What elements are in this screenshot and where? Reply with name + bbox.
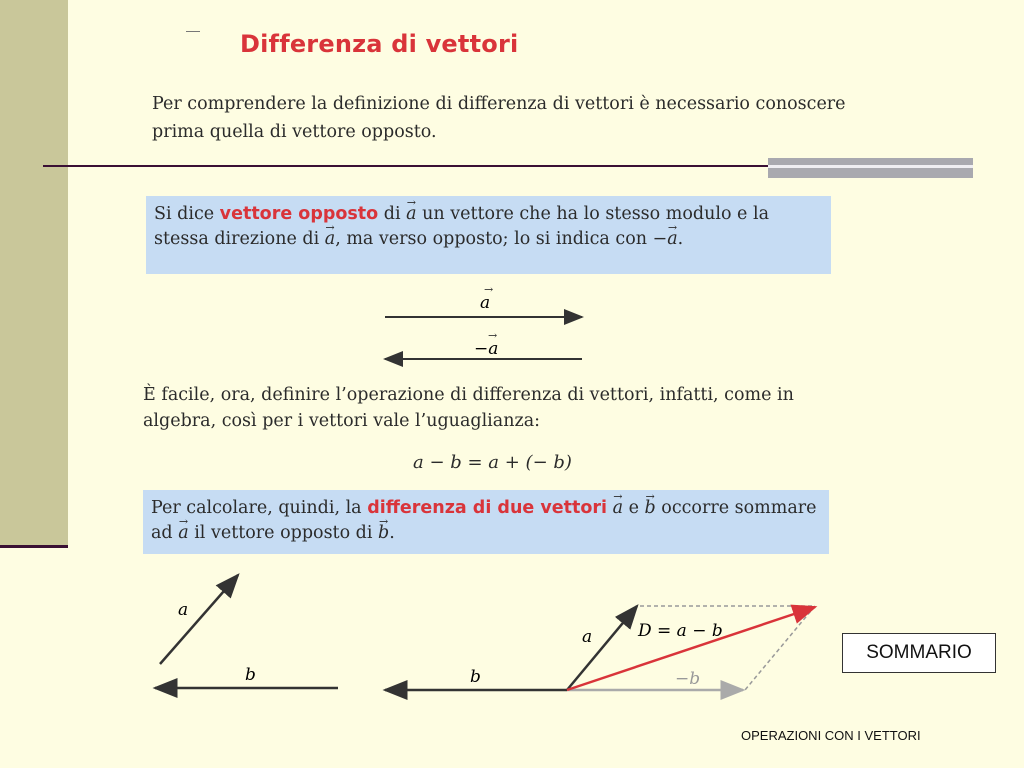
def-mid3: , ma verso opposto; lo si indica con − bbox=[335, 229, 668, 249]
label-b-left: b bbox=[245, 665, 256, 685]
intro-text: Per comprendere la definizione di differenza di vettori è necessario conoscere prima quella di vettore opposto. bbox=[152, 94, 846, 142]
vec-a: → a bbox=[406, 202, 416, 227]
vec-a: → a bbox=[325, 227, 335, 252]
vec-a: → a bbox=[613, 496, 623, 521]
calc-mid4: il vettore opposto di bbox=[188, 523, 379, 543]
sommario-button[interactable]: SOMMARIO bbox=[842, 633, 996, 673]
def-mid1: di bbox=[378, 204, 407, 224]
footer-text: OPERAZIONI CON I VETTORI bbox=[741, 728, 921, 743]
label-a-right: a bbox=[582, 627, 593, 647]
arrow-accent: → bbox=[484, 283, 494, 296]
calc-mid3: occorre sommare ad bbox=[151, 498, 817, 543]
label-a-left: a bbox=[178, 600, 189, 620]
def-highlight: vettore opposto bbox=[219, 204, 379, 224]
label-b-right: b bbox=[470, 667, 481, 687]
def-mid2: un vettore che ha lo stesso modulo e la stessa direzione di bbox=[154, 204, 770, 249]
label-a: a bbox=[480, 293, 491, 313]
vec-b: → b bbox=[645, 496, 656, 521]
difference-paragraph: È facile, ora, definire l’operazione di differenza di vettori, infatti, come in algebra, così per i vettori vale l’uguaglianza: bbox=[143, 385, 794, 431]
difference-formula: a − b = a + (− b) bbox=[413, 452, 572, 473]
vec-a: → a bbox=[667, 227, 677, 252]
calc-prefix: Per calcolare, quindi, la bbox=[151, 498, 368, 518]
def-prefix: Si dice bbox=[154, 204, 220, 224]
calc-mid2: e bbox=[623, 498, 645, 518]
label-minus-b: −b bbox=[675, 669, 701, 689]
calc-end: . bbox=[389, 523, 395, 543]
slide-title: Differenza di vettori bbox=[240, 30, 519, 58]
calc-highlight: differenza di due vettori bbox=[367, 498, 608, 518]
vec-b: → b bbox=[378, 521, 389, 546]
arrow-accent: → bbox=[488, 329, 498, 342]
vec-a: → a bbox=[178, 521, 188, 546]
arrow-a-left bbox=[160, 575, 238, 664]
label-minus-a: −a bbox=[474, 339, 499, 359]
def-end: . bbox=[677, 229, 684, 249]
label-difference: D = a − b bbox=[638, 621, 723, 641]
